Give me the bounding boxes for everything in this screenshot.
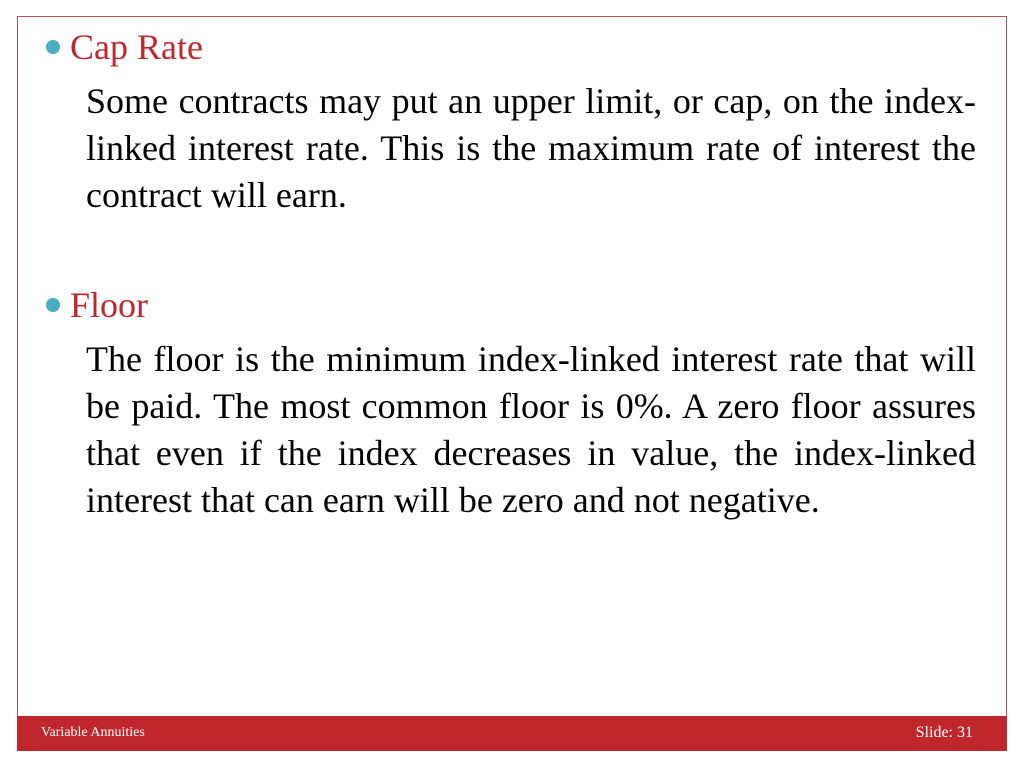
bullet-heading-floor bbox=[46, 282, 976, 328]
footer-bar bbox=[17, 716, 1007, 751]
bullet-icon bbox=[46, 298, 60, 312]
slide-number: Slide: 31 bbox=[915, 724, 973, 741]
bullet-icon bbox=[46, 40, 60, 54]
heading-text: Cap Rate bbox=[70, 27, 203, 67]
heading-text: Floor bbox=[70, 285, 149, 325]
bullet-heading-cap-rate bbox=[46, 24, 976, 70]
slide-content bbox=[46, 24, 976, 524]
floor-paragraph: The floor is the minimum index-linked interest rate that will be paid. The most common floor is 0%. A zero floor assures that even if the index decreases in value, the index-linked interest that can earn will be zero and not negative. bbox=[86, 339, 976, 520]
cap-rate-paragraph: Some contracts may put an upper limit, or cap, on the index-linked interest rate. This is the maximum rate of interest the contract will earn. bbox=[86, 81, 976, 215]
footer-title: Variable Annuities bbox=[41, 725, 145, 740]
